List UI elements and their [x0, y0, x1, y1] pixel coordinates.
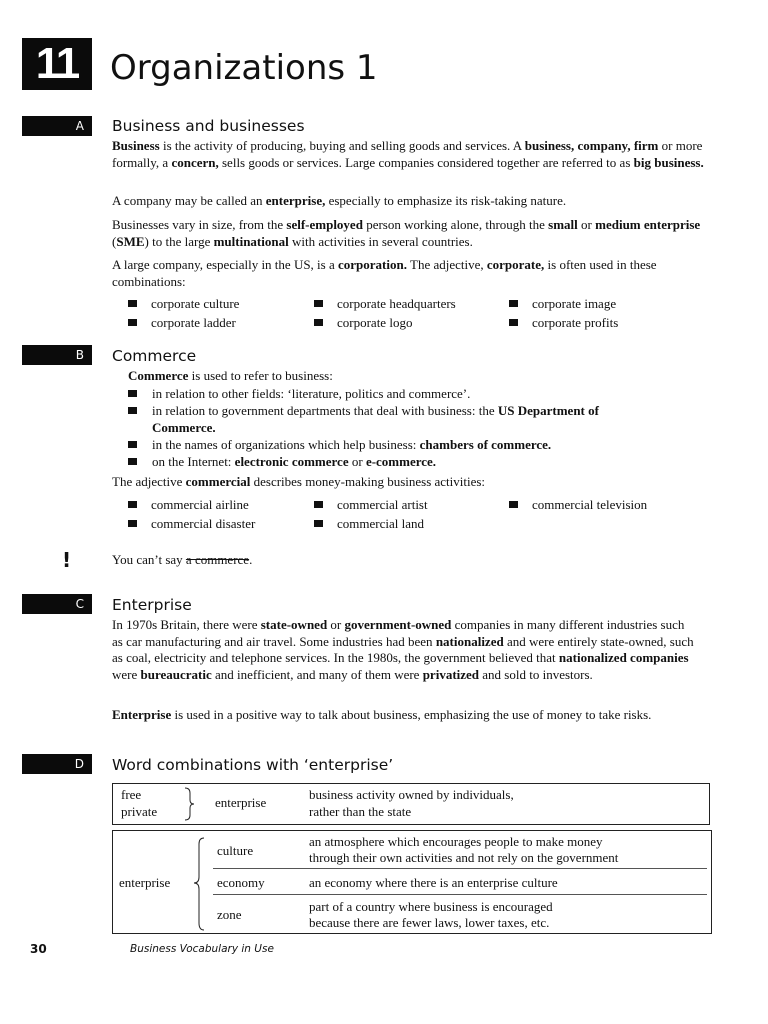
combo-item: commercial airline [128, 495, 249, 514]
bullet-icon [128, 458, 137, 465]
combo-item: commercial disaster [128, 514, 255, 533]
combo-item: commercial land [314, 514, 424, 533]
table-cell: through their own activities and not rely on the government [309, 850, 619, 865]
page-number: 30 [30, 942, 47, 956]
struck-text: a commerce [185, 552, 250, 567]
section-b-badge: B [22, 345, 92, 365]
section-b-intro: Commerce is used to refer to business: [128, 368, 333, 383]
section-a-para-3: Businesses vary in size, from the self-employed person working alone, through the small or medium enterprise (SME) to the large multinational with activities in several countries. [112, 217, 701, 249]
table-cell: private [121, 804, 158, 819]
table-cell: economy [217, 875, 265, 890]
section-a-para-1: Business is the activity of producing, buying and selling goods and services. A business, company, firm or more formally, a concern, sells goods or services. Large companies considered together are referred to as big business. [112, 138, 704, 170]
table-cell: business activity owned by individuals, [309, 787, 514, 802]
table-cell: zone [217, 907, 242, 922]
section-a-badge: A [22, 116, 92, 136]
table-cell: part of a country where business is encouraged [309, 899, 553, 914]
unit-title: Organizations 1 [110, 48, 378, 88]
bullet-icon [128, 501, 137, 508]
bullet-icon [128, 441, 137, 448]
section-d-title: Word combinations with ‘enterprise’ [112, 756, 394, 774]
bullet-icon [314, 501, 323, 508]
table-cell: because there are fewer laws, lower taxes, etc. [309, 915, 550, 930]
bullet-icon [128, 319, 137, 326]
bullet-icon [509, 300, 518, 307]
section-c-para-1: In 1970s Britain, there were state-owned or government-owned companies in many different industries such as car manufacturing and air travel. Some industries had been nationalized and were entirely state-owned, such as coal, electricity and telephone services. In the 1980s, the government believed that nationalized companies were bureaucratic and inefficient, and many of them were privatized and sold to investors. [112, 617, 694, 682]
bullet-icon [128, 520, 137, 527]
bullet-icon [509, 501, 518, 508]
warning-note: You can’t say a commerce. [112, 552, 253, 567]
list-item: in relation to other fields: ‘literature, politics and commerce’. [128, 385, 708, 402]
section-b-adjective: The adjective commercial describes money-making business activities: [112, 474, 486, 489]
section-d-badge: D [22, 754, 92, 774]
section-a-para-2: A company may be called an enterprise, especially to emphasize its risk-taking nature. [112, 193, 567, 208]
combo-item: corporate image [509, 294, 616, 313]
bullet-icon [128, 407, 137, 414]
bullet-icon [314, 520, 323, 527]
list-item: in the names of organizations which help business: chambers of commerce. [128, 436, 708, 453]
divider [213, 894, 707, 895]
section-a-para-4: A large company, especially in the US, is a corporation. The adjective, corporate, is often used in these combinations: [112, 257, 657, 289]
combo-item: commercial artist [314, 495, 428, 514]
list-item: in relation to government departments that deal with business: the US Department of Commerce. [128, 402, 602, 436]
divider [213, 868, 707, 869]
combo-item: corporate ladder [128, 313, 236, 332]
table-cell: rather than the state [309, 804, 412, 819]
section-b-title: Commerce [112, 347, 197, 365]
bullet-icon [314, 300, 323, 307]
combo-item: commercial television [509, 495, 647, 514]
table-cell: culture [217, 843, 254, 858]
combo-item: corporate profits [509, 313, 618, 332]
commercial-combinations [128, 495, 688, 535]
brace-icon [183, 787, 197, 821]
table-cell: enterprise [119, 875, 171, 890]
word-combo-table-1 [112, 783, 710, 825]
table-cell: an atmosphere which encourages people to make money [309, 834, 603, 849]
combo-item: corporate headquarters [314, 294, 456, 313]
section-c-badge: C [22, 594, 92, 614]
bullet-icon [128, 300, 137, 307]
list-item: on the Internet: electronic commerce or e-commerce. [128, 453, 708, 470]
combo-item: corporate culture [128, 294, 239, 313]
section-c-para-2: Enterprise is used in a positive way to talk about business, emphasizing the use of money to take risks. [112, 707, 652, 722]
bullet-icon [509, 319, 518, 326]
bullet-icon [314, 319, 323, 326]
corporate-combinations [128, 294, 688, 334]
brace-icon [191, 837, 207, 931]
table-cell: an economy where there is an enterprise culture [309, 875, 558, 890]
word-combo-table-2 [112, 830, 712, 934]
bullet-icon [128, 390, 137, 397]
commerce-usage-list [128, 385, 708, 470]
table-cell: enterprise [215, 795, 267, 810]
section-a-title: Business and businesses [112, 117, 305, 135]
warning-icon: ! [62, 548, 72, 572]
unit-number-badge: 11 [22, 38, 92, 90]
book-title: Business Vocabulary in Use [130, 943, 274, 955]
section-c-title: Enterprise [112, 596, 192, 614]
table-cell: free [121, 787, 142, 802]
combo-item: corporate logo [314, 313, 412, 332]
